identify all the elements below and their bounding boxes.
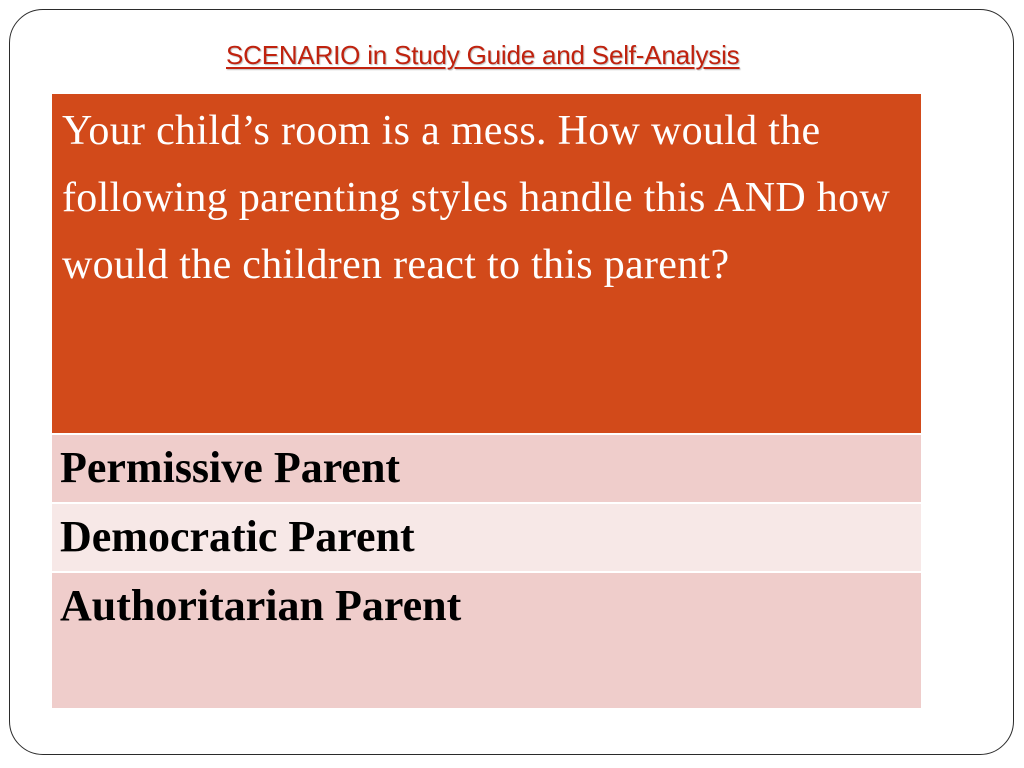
row-label-democratic: Democratic Parent bbox=[60, 512, 415, 561]
slide-title: SCENARIO in Study Guide and Self-Analysis bbox=[226, 40, 740, 70]
scenario-prompt-text: Your child’s room is a mess. How would the following parenting styles handle this AND how would the children react to this parent? bbox=[62, 108, 891, 288]
row-label-authoritarian: Authoritarian Parent bbox=[60, 581, 462, 630]
table-row-democratic bbox=[52, 504, 921, 573]
table-row-authoritarian bbox=[52, 573, 921, 708]
scenario-table bbox=[52, 94, 921, 708]
row-label-permissive: Permissive Parent bbox=[60, 443, 401, 492]
scenario-prompt-cell bbox=[52, 94, 921, 435]
table-row-permissive bbox=[52, 435, 921, 504]
